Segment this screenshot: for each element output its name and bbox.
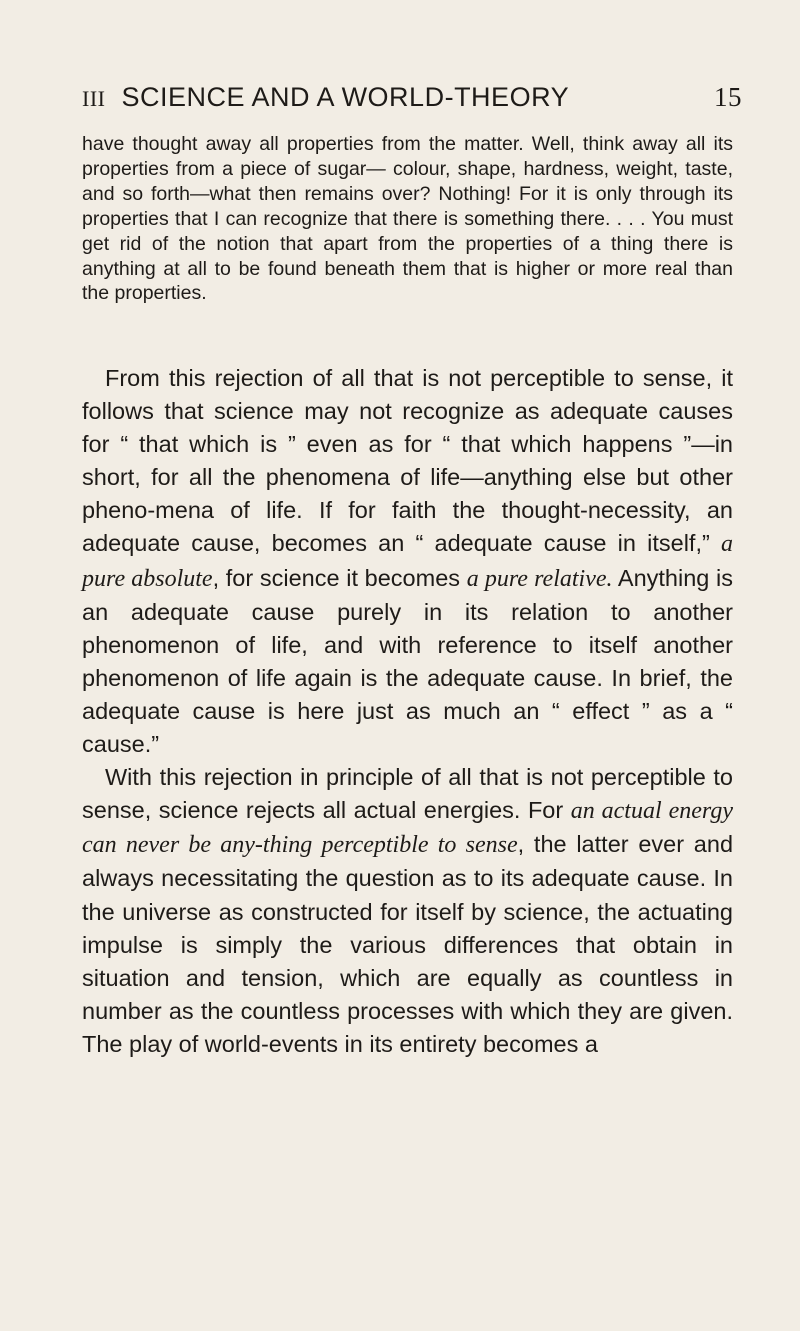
paragraph-2 (82, 761, 733, 1061)
body-text (82, 362, 733, 1061)
chapter-title: SCIENCE AND A WORLD-THEORY (121, 82, 570, 112)
paragraph-1-italic-1: a pure absolute (82, 531, 733, 592)
quote-text: have thought away all properties from the matter. Well, think away all its properties from a piece of sugar— colour, shape, hardness, weight, taste, and so forth—what then remains over? Nothing! For it is only through its properties that I can recognize that there is something there. . . . You must get rid of the notion that apart from the properties of a thing there is anything at all to be found beneath them that is higher or more real than the properties. (82, 133, 733, 305)
paragraph-1 (82, 362, 733, 761)
paragraph-1-part-2: , for science it becomes (212, 564, 467, 591)
paragraph-1-italic-2: a pure relative. (466, 565, 613, 592)
chapter-number: III (82, 86, 106, 111)
running-head (82, 82, 742, 122)
quoted-passage (82, 132, 733, 306)
paragraph-2-part-1: With this rejection in principle of all that is not perceptible to sense, science rejects all actual energies. For (82, 764, 733, 824)
paragraph-1-part-3: Anything is an adequate cause purely in its relation to another phenomenon of life, and with reference to itself another phenomenon of life again is the adequate cause. In brief, the adequate cause is here just as much an “ effect ” as a “ cause.” (82, 564, 733, 758)
paragraph-2-part-2: , the latter ever and always necessitating the question as to its adequate cause. In the universe as constructed for itself by science, the actuating impulse is simply the various differences that obtain in situation and tension, which are equally as countless in number as the countless processes with which they are given. The play of world-events in its entirety becomes a (82, 831, 734, 1057)
paragraph-2-italic-1: an actual energy can never be any-thing perceptible to sense (82, 798, 733, 859)
page-number: 15 (714, 82, 742, 112)
paragraph-1-part-1: From this rejection of all that is not perceptible to sense, it follows that science may not recognize as adequate causes for “ that which is ” even as for “ that which happens ”—in short, for all the phenomena of life—anything else but other pheno-mena of life. If for faith the thought-necessity, an adequate cause, becomes an “ adequate cause in itself,” (82, 365, 733, 557)
